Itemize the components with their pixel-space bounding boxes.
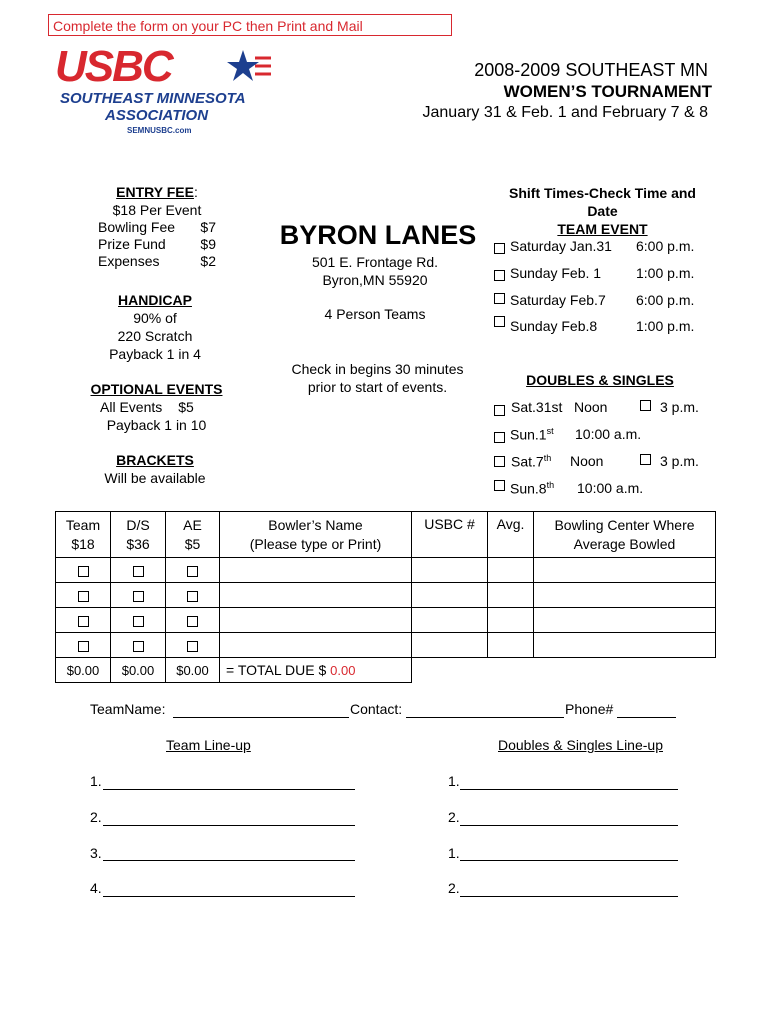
header-label: Average Bowled [573,536,676,552]
bowler-name-field[interactable] [220,633,412,658]
optional-events-section [84,380,229,434]
shift-checkbox[interactable] [494,293,505,304]
ds-checkbox[interactable] [640,454,651,465]
team-fee-header [56,512,111,558]
ds-lineup-field[interactable] [460,896,678,897]
bowler-name-header [220,512,412,558]
ds-checkbox[interactable] [494,480,505,491]
team-total-field[interactable]: $0.00 [56,658,111,683]
optional-payback: Payback 1 in 10 [106,417,207,433]
ds-day [511,453,551,470]
average-field[interactable] [488,633,534,658]
ds-checkbox[interactable] [133,591,144,602]
team-event-heading: TEAM EVENT [557,221,648,237]
ds-lineup-field[interactable] [460,860,678,861]
ds-checkbox[interactable] [133,616,144,627]
total-due-label: = TOTAL DUE $ [226,662,327,678]
team-name-label: TeamName: [90,701,166,717]
shift-checkbox[interactable] [494,270,505,281]
handicap-line: 90% of [133,310,177,326]
fee-label: Prize Fund [98,236,166,252]
brackets-line: Will be available [104,470,206,486]
ds-checkbox[interactable] [494,432,505,443]
bowling-center-field[interactable] [534,633,716,658]
total-due-value[interactable]: 0.00 [330,663,356,678]
ds-lineup-number: 2. [448,809,460,825]
usbc-number-field[interactable] [412,608,488,633]
venue-address [280,253,470,289]
team-checkbox[interactable] [78,641,89,652]
ae-fee-header [166,512,220,558]
tournament-dates: January 31 & Feb. 1 and February 7 & 8 [422,104,708,121]
ae-cell [166,633,220,658]
table-row [56,558,716,583]
ds-day-text: Sat.7 [511,453,544,470]
ds-cell [111,633,166,658]
optional-events-heading: OPTIONAL EVENTS [90,381,223,397]
shift-times-heading [490,184,715,238]
shift-time: 1:00 p.m. [636,265,695,281]
ds-cell [111,583,166,608]
ds-cell [111,608,166,633]
checkin-line: prior to start of events. [307,379,448,395]
team-lineup-field[interactable] [103,896,355,897]
totals-row [56,658,716,683]
checkin-line: Check in begins 30 minutes [291,361,464,377]
header-fee: $36 [126,536,150,552]
ds-extra-time: 3 p.m. [660,399,699,415]
usbc-number-header: USBC # [412,512,488,558]
entry-fee-heading: ENTRY FEE [116,184,194,200]
brackets-section [90,451,220,487]
ds-checkbox[interactable] [133,566,144,577]
team-lineup-heading: Team Line-up [166,737,251,753]
header-label: Team [65,517,101,533]
ds-total-field[interactable]: $0.00 [111,658,166,683]
average-field[interactable] [488,608,534,633]
usbc-number-field[interactable] [412,558,488,583]
shift-checkbox[interactable] [494,243,505,254]
ds-lineup-number: 1. [448,773,460,789]
table-header-row [56,512,716,558]
team-lineup-field[interactable] [103,860,355,861]
usbc-number-field[interactable] [412,633,488,658]
ae-total-field[interactable]: $0.00 [166,658,220,683]
team-cell [56,633,111,658]
shift-day: Sunday Feb.8 [510,318,598,334]
ds-day: Sat.31st [511,399,563,415]
ds-time: Noon [570,453,604,469]
table-row [56,633,716,658]
ds-lineup-field[interactable] [460,825,678,826]
fee-row [98,253,216,269]
shift-time: 6:00 p.m. [636,238,695,254]
contact-label: Contact: [350,701,403,717]
ds-lineup-field[interactable] [460,789,678,790]
ds-time: 10:00 a.m. [577,480,644,496]
shift-time: 1:00 p.m. [636,318,695,334]
bowling-center-header [534,512,716,558]
doubles-singles-heading: DOUBLES & SINGLES [526,372,674,388]
contact-field[interactable] [406,717,564,718]
header-fee: $18 [71,536,95,552]
bowling-center-field[interactable] [534,608,716,633]
handicap-section [90,291,220,363]
ds-checkbox[interactable] [494,456,505,467]
checkin-note [270,360,485,396]
print-instruction-notice: Complete the form on your PC then Print and Mail [48,14,452,36]
bowling-center-field[interactable] [534,558,716,583]
team-lineup-field[interactable] [103,789,355,790]
ds-day-suffix: th [546,480,555,490]
fee-label: Expenses [98,253,160,269]
header-fee: $5 [184,536,201,552]
ae-checkbox[interactable] [187,591,198,602]
tournament-season: 2008-2009 SOUTHEAST MN [474,60,708,80]
ae-checkbox[interactable] [187,616,198,627]
ds-day-text: Sun.8 [510,480,547,497]
ds-lineup-heading: Doubles & Singles Line-up [498,737,663,753]
header-label: D/S [126,517,150,533]
handicap-line: Payback 1 in 4 [109,346,201,362]
average-header: Avg. [488,512,534,558]
shift-checkbox[interactable] [494,316,505,327]
all-events-amount: $5 [178,399,194,415]
ds-extra-time: 3 p.m. [660,453,699,469]
all-events-label: All Events [100,399,163,415]
team-name-field[interactable] [173,717,349,718]
header-label: Bowler’s Name [268,517,363,533]
venue-name: BYRON LANES [279,220,477,250]
tournament-title: WOMEN’S TOURNAMENT [503,82,712,101]
ds-day-suffix: th [543,453,552,463]
team-size: 4 Person Teams [324,306,426,322]
entry-fee-section [98,184,216,269]
ds-time: Noon [574,399,608,415]
team-lineup-number: 2. [90,809,102,825]
team-lineup-number: 3. [90,845,102,861]
team-lineup-field[interactable] [103,825,355,826]
table-row [56,608,716,633]
star-icon [225,46,273,86]
table-row [56,583,716,608]
registration-table [55,511,716,683]
logo-association-line2: ASSOCIATION [105,107,209,124]
team-cell [56,608,111,633]
team-lineup-number: 1. [90,773,102,789]
team-cell [56,583,111,608]
header-label: Bowling Center Where [554,517,695,533]
team-lineup-number: 4. [90,880,102,896]
bowler-name-field[interactable] [220,583,412,608]
ds-lineup-number: 1. [448,845,460,861]
handicap-heading: HANDICAP [118,292,192,308]
entry-fee-colon: : [193,184,198,200]
average-field[interactable] [488,558,534,583]
ae-cell [166,583,220,608]
ds-fee-header [111,512,166,558]
bowling-center-field[interactable] [534,583,716,608]
header-label: (Please type or Print) [249,536,382,552]
shift-day: Saturday Jan.31 [510,238,612,254]
shift-time: 6:00 p.m. [636,292,695,308]
ds-lineup-number: 2. [448,880,460,896]
logo-association-line1: SOUTHEAST MINNESOTA [60,90,246,107]
ds-cell [111,558,166,583]
ds-checkbox[interactable] [133,641,144,652]
bowler-name-field[interactable] [220,558,412,583]
team-checkbox[interactable] [78,591,89,602]
total-due-cell [220,658,412,683]
fee-row [98,219,216,235]
optional-all-events [84,398,229,416]
ds-time: 10:00 a.m. [575,426,642,442]
entry-fee-per-event: $18 Per Event [112,202,202,218]
fee-label: Bowling Fee [98,219,176,235]
phone-field[interactable] [617,717,676,718]
empty-cell [412,658,716,683]
logo-brand: USBC [55,42,172,91]
shift-heading-line: Shift Times-Check Time and [509,185,696,201]
fee-amount: $9 [200,236,216,252]
ds-day [510,480,554,497]
usbc-number-field[interactable] [412,583,488,608]
team-checkbox[interactable] [78,566,89,577]
ds-day [510,426,554,443]
address-line: Byron,MN 55920 [322,272,428,288]
ds-checkbox[interactable] [640,400,651,411]
fee-amount: $2 [200,253,216,269]
shift-day: Saturday Feb.7 [510,292,606,308]
team-checkbox[interactable] [78,616,89,627]
team-cell [56,558,111,583]
ae-cell [166,558,220,583]
ae-checkbox[interactable] [187,566,198,577]
usbc-logo [55,38,275,158]
ds-day-text: Sun.1 [510,426,547,443]
average-field[interactable] [488,583,534,608]
shift-day: Sunday Feb. 1 [510,265,602,281]
ae-checkbox[interactable] [187,641,198,652]
logo-url: SEMNUSBC.com [127,126,192,135]
fee-amount: $7 [200,219,216,235]
bowler-name-field[interactable] [220,608,412,633]
address-line: 501 E. Frontage Rd. [311,254,439,270]
ds-checkbox[interactable] [494,405,505,416]
ae-cell [166,608,220,633]
ds-day-suffix: st [546,426,554,436]
handicap-line: 220 Scratch [117,328,193,344]
fee-row [98,236,216,252]
brackets-heading: BRACKETS [116,452,194,468]
shift-heading-line: Date [587,203,618,219]
phone-label: Phone# [565,701,614,717]
header-label: AE [183,517,202,533]
